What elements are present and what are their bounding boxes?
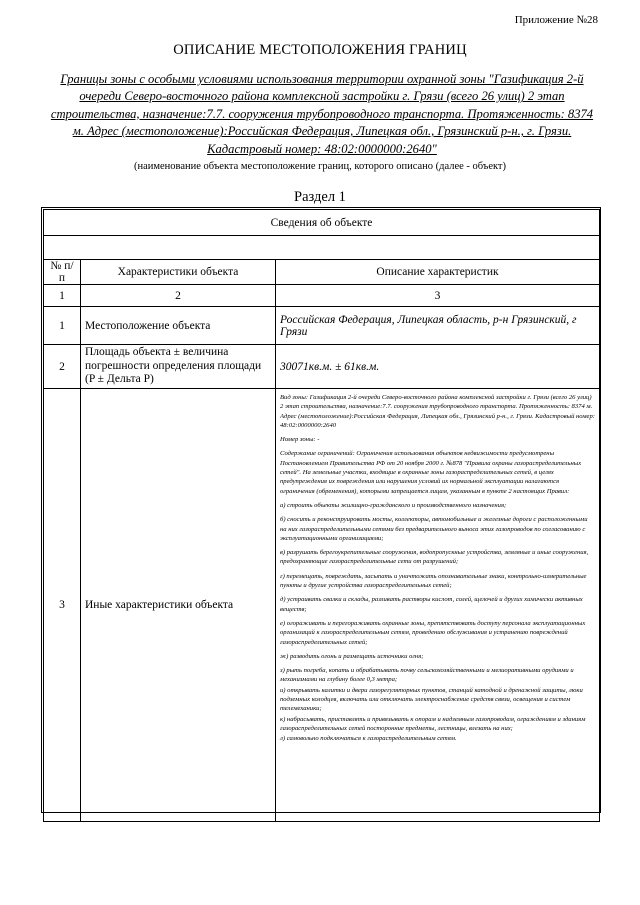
table-title: Сведения об объекте — [44, 210, 600, 236]
object-caption: (наименование объекта местоположение границ, которого описано (далее - объект) — [133, 161, 507, 172]
paragraph: е) огораживать и перегораживать охранные зоны, препятствовать доступу персонала эксплуатационных организаций к газораспределительным сетям, проведению обслуживания и устранению повреждений газораспределительных сетей; — [280, 619, 586, 646]
paragraph: д) устраивать свалки и склады, разливать растворы кислот, солей, щелочей и других химически активных веществ; — [280, 596, 583, 613]
row-number: 1 — [44, 307, 81, 345]
row-name: Иные характеристики объекта — [81, 389, 276, 822]
paragraph: л) самовольно подключаться к газораспределительным сетям. — [280, 735, 457, 743]
paragraph: Вид зоны: Газификация 2-й очереди Северо-восточного района комплексной застройки г. Грязи (всего 26 улиц) 2 этап строительства, назначение:7.7. сооружения трубопроводного транспорта. Протяженность: 8374 м. Адрес (местоположение):Российская Федерация, Липецкая обл., Грязинский р-н., г. Грязи. Кадастровый номер: 48:02:0000000:2640 — [280, 394, 595, 429]
object-name: Границы зоны с особыми условиями использования территории охранной зоны "Газификация 2-й очереди Северо-восточного района комплексной застройки г. Грязи (всего 26 улиц) 2 этап строительства, назначение:7.7. сооружения трубопроводного транспорта. Протяженность: 8374 м. Адрес (местоположение):Российская Федерация, Липецкая обл., Грязинский р-н., г. Грязи. Кадастровый номер: 48:02:0000000:2640" — [50, 72, 594, 156]
row-value: 30071кв.м. ± 61кв.м. — [276, 345, 600, 389]
table-row — [44, 389, 600, 822]
other-characteristics-text — [276, 389, 600, 822]
paragraph: б) сносить и реконструировать мосты, коллекторы, автомобильные и железные дороги с расположенными на них газораспределительными сетями без предварительного выноса этих газопроводов по согласованию с эксплуатационными организациями; — [280, 516, 588, 542]
paragraph: г) перемещать, повреждать, засыпать и уничтожать опознавательные знаки, контрольно-измерительные пункты и другие устройства газораспределительных сетей; — [280, 572, 587, 590]
table-empty-row — [44, 236, 600, 260]
column-header-num: № п/п — [44, 260, 81, 285]
row-value: Российская Федерация, Липецкая область, р-н Грязинский, г Грязи — [276, 307, 600, 345]
column-header-description: Описание характеристик — [276, 260, 600, 285]
table-header-row — [44, 260, 600, 285]
paragraph: в) разрушать берегоукрепительные сооружения, водопропускные устройства, земляные и иные сооружения, предохраняющие газораспределительные сети от разрушений; — [280, 549, 589, 566]
paragraph: Содержание ограничений: Ограничения использования объектов недвижимости предусмотрены Постановлением Правительства РФ от 20 ноября 2000 г. №878 "Правила охраны газораспределительных сетей". На земельные участки, входящие в охранные зоны газораспределительных сетей, в целях предупреждения их повреждения или нарушения условий их нормальной эксплуатации налагаются ограничения (обременения), которыми запрещается лицам, указанным в пункте 2 настоящих Правил: — [280, 450, 582, 495]
table-title-row — [44, 210, 600, 236]
paragraph: и) открывать калитки и двери газорегуляторных пунктов, станций катодной и дренажной защиты, люки подземных колодцев, включать или отключать электроснабжение средств связи, освещения и систем телемеханики; — [280, 686, 583, 713]
table-column-numbers-row — [44, 285, 600, 307]
document-title: ОПИСАНИЕ МЕСТОПОЛОЖЕНИЯ ГРАНИЦ — [173, 42, 467, 58]
column-header-name: Характеристики объекта — [81, 260, 276, 285]
paragraph: а) строить объекты жилищно-гражданского и производственного назначения; — [280, 501, 507, 509]
paragraph: Номер зоны: - — [280, 436, 320, 444]
paragraph: к) набрасывать, приставлять и привязывать к опорам и надземным газопроводам, ограждениям и зданиям газораспределительных сетей посторонние предметы, лестницы, влезать на них; — [280, 715, 586, 732]
row-name: Местоположение объекта — [81, 307, 276, 345]
object-info-table — [43, 209, 600, 822]
column-number: 2 — [81, 285, 276, 307]
section-title: Раздел 1 — [294, 189, 346, 205]
table-row — [44, 345, 600, 389]
column-number: 3 — [276, 285, 600, 307]
paragraph: ж) разводить огонь и размещать источники огня; — [280, 652, 424, 660]
appendix-label: Приложение №28 — [514, 14, 598, 26]
row-number: 2 — [44, 345, 81, 389]
column-number: 1 — [44, 285, 81, 307]
table-row — [44, 307, 600, 345]
row-name: Площадь объекта ± величина погрешности определения площади (P ± Дельта P) — [81, 345, 276, 389]
paragraph: з) рыть погреба, копать и обрабатывать почву сельскохозяйственными и мелиоративными орудиями и механизмами на глубину более 0,3 метра; — [280, 667, 574, 684]
row-number: 3 — [44, 389, 81, 822]
empty-cell — [44, 236, 600, 260]
